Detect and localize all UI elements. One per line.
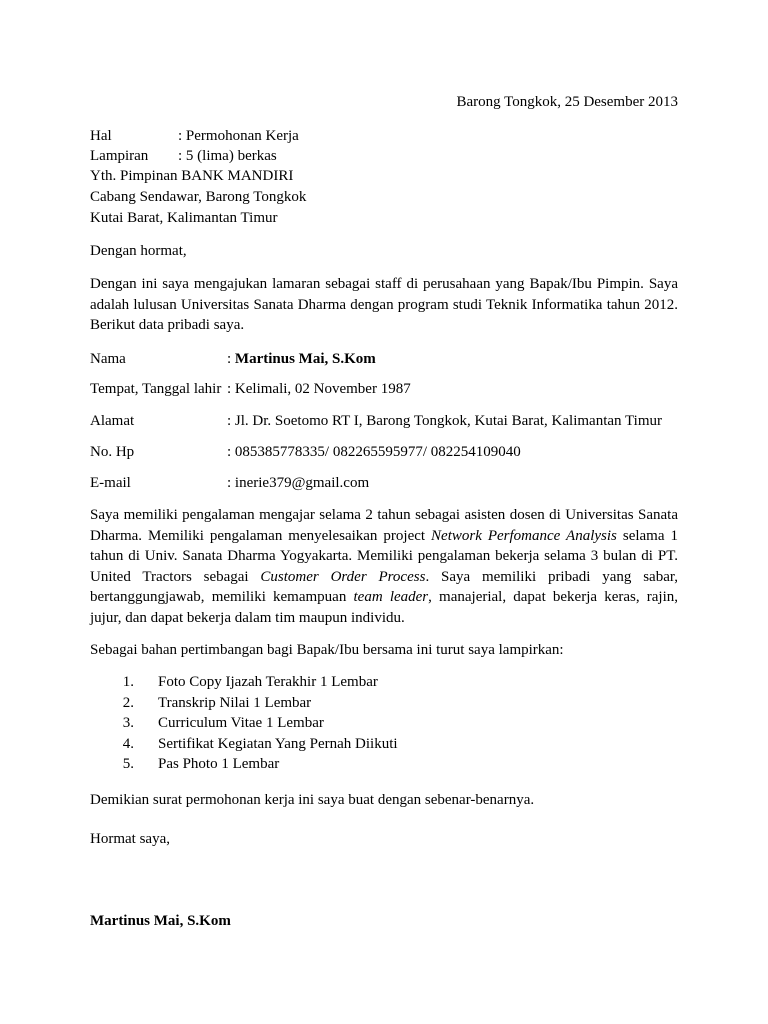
attachment-count-line [90, 146, 277, 166]
recipient-line-1: Yth. Pimpinan BANK MANDIRI [90, 168, 294, 184]
address-label: Alamat [90, 413, 135, 429]
phone-label: No. Hp [90, 444, 135, 460]
recipient-line-2: Cabang Sendawar, Barong Tongkok [90, 189, 307, 205]
experience-text-4: , manajerial, dapat bekerja keras, rajin, jujur, dan dapat bekerja dalam tim maupun individu. [90, 589, 678, 626]
subject-line [90, 126, 299, 146]
experience-paragraph [90, 505, 678, 628]
attachment-list [90, 672, 398, 775]
experience-text-2: selama 1 tahun di Univ. Sanata Dharma Yogyakarta. Memiliki pengalaman bekerja selama 3 bulan di PT. United Tractors sebagai [90, 527, 678, 585]
birth-value: : Kelimali, 02 November 1987 [227, 381, 411, 397]
letter-date: Barong Tongkok, 25 Desember 2013 [456, 94, 678, 110]
recipient-line-3: Kutai Barat, Kalimantan Timur [90, 210, 278, 226]
position-name: Customer Order Process [260, 568, 426, 585]
name-label: Nama [90, 351, 126, 367]
name-value: Martinus Mai, S.Kom [234, 351, 376, 367]
data-row-birth [90, 379, 411, 399]
list-item: 5. Pas Photo 1 Lembar [122, 756, 280, 772]
subject-label: Hal [90, 128, 112, 144]
list-item: 2. Transkrip Nilai 1 Lembar [122, 694, 312, 711]
list-item: 1. Foto Copy Ijazah Terakhir 1 Lembar [122, 674, 378, 690]
birth-label: Tempat, Tanggal lahir [90, 381, 222, 397]
data-row-phone [90, 442, 521, 462]
data-row-email [90, 473, 369, 493]
attachment-count-value: : 5 (lima) berkas [178, 148, 277, 164]
closing-statement: Demikian surat permohonan kerja ini saya buat dengan sebenar-benarnya. [90, 792, 535, 808]
attachments-intro: Sebagai bahan pertimbangan bagi Bapak/Ibu bersama ini turut saya lampirkan: [90, 642, 564, 658]
email-value: : inerie379@gmail.com [227, 475, 370, 491]
list-item: 3. Curriculum Vitae 1 Lembar [122, 715, 324, 731]
experience-text-1: Saya memiliki pengalaman mengajar selama 2 tahun sebagai asisten dosen di Universitas Sanata Dharma. Memiliki pengalaman menyelesaikan project [90, 507, 678, 544]
intro-paragraph: Dengan ini saya mengajukan lamaran sebagai staff di perusahaan yang Bapak/Ibu Pimpin. Saya adalah lulusan Universitas Sanata Dharma dengan program studi Teknik Informatika tahun 2012. Berikut data pribadi saya. [90, 276, 678, 333]
closing-salutation: Hormat saya, [90, 831, 170, 847]
experience-text-3: . Saya memiliki pribadi yang sabar, bertanggungjawab, memiliki kemampuan [90, 568, 679, 605]
data-row-address [90, 411, 662, 431]
address-value: : Jl. Dr. Soetomo RT I, Barong Tongkok, Kutai Barat, Kalimantan Timur [227, 413, 662, 429]
phone-value: : 085385778335/ 082265595977/ 082254109040 [227, 444, 521, 460]
skill-name: team leader [353, 589, 429, 605]
signature-name: Martinus Mai, S.Kom [90, 913, 231, 929]
attachment-count-label: Lampiran [90, 148, 149, 164]
greeting: Dengan hormat, [90, 243, 187, 259]
email-label: E-mail [90, 475, 131, 491]
list-item: 4. Sertifikat Kegiatan Yang Pernah Diikuti [122, 735, 398, 752]
data-row-name: Nama : Martinus Mai, S.Kom [90, 351, 376, 367]
subject-value: : Permohonan Kerja [178, 128, 299, 144]
project-name: Network Perfomance Analysis [431, 527, 617, 544]
